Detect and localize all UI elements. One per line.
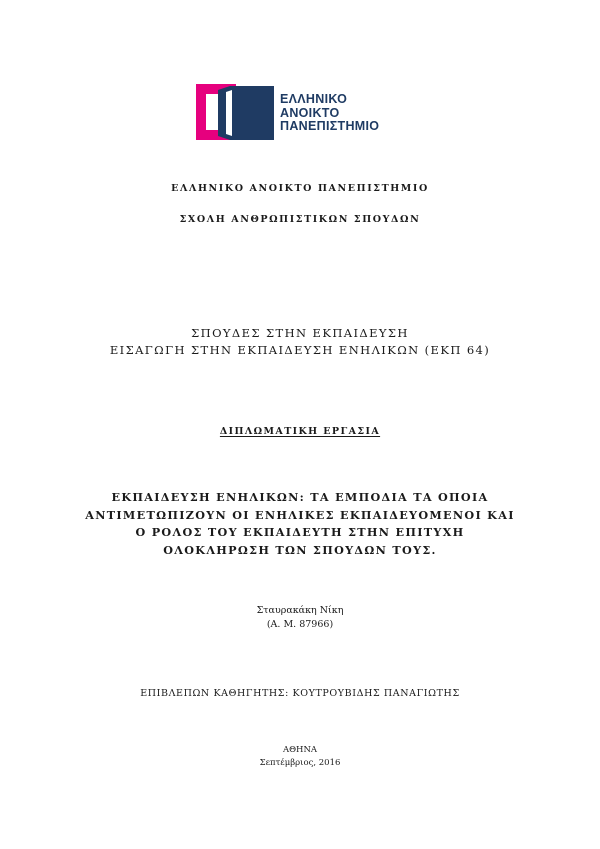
place: ΑΘΗΝΑ [282,745,318,755]
title-line-3: Ο ΡΟΛΟΣ ΤΟΥ ΕΚΠΑΙΔΕΥΤΗ ΣΤΗΝ ΕΠΙΤΥΧΗ [135,525,465,539]
place-date-block [0,744,600,770]
title-line-4: ΟΛΟΚΛΗΡΩΣΗ ΤΩΝ ΣΠΟΥΔΩΝ ΤΟΥΣ. [163,542,437,557]
university-logo-icon [196,82,274,144]
author-registration: (Α. Μ. 87966) [266,619,334,630]
title-line-1: ΕΚΠΑΙΔΕΥΣΗ ΕΝΗΛΙΚΩΝ: ΤΑ ΕΜΠΟΔΙΑ ΤΑ ΟΠΟΙΑ [111,490,489,504]
program-line-1: ΣΠΟΥΔΕΣ ΣΤΗΝ ΕΚΠΑΙΔΕΥΣΗ [191,326,409,340]
thesis-title [0,489,600,559]
university-logo [196,82,416,144]
program-block [0,325,600,359]
date: Σεπτέμβριος, 2016 [259,758,341,768]
supervisor: ΕΠΙΒΛΕΠΩΝ ΚΑΘΗΓΗΤΗΣ: ΚΟΥΤΡΟΥΒΙΔΗΣ ΠΑΝΑΓΙΩΤΗΣ [140,688,460,699]
university-name: ΕΛΛΗΝΙΚΟ ΑΝΟΙΚΤΟ ΠΑΝΕΠΙΣΤΗΜΙΟ [171,183,429,194]
logo-line-1: ΕΛΛΗΝΙΚΟ [280,92,348,106]
program-line-2: ΕΙΣΑΓΩΓΗ ΣΤΗΝ ΕΚΠΑΙΔΕΥΣΗ ΕΝΗΛΙΚΩΝ (ΕΚΠ 64) [109,343,491,357]
document-type: ΔΙΠΛΩΜΑΤΙΚΗ ΕΡΓΑΣΙΑ [219,426,381,437]
logo-wordmark [280,93,379,134]
author-block [0,604,600,632]
logo-line-3: ΠΑΝΕΠΙΣΤΗΜΙΟ [280,119,380,133]
author-name: Σταυρακάκη Νίκη [256,605,344,616]
logo-line-2: ΑΝΟΙΚΤΟ [280,105,340,120]
title-line-2: ΑΝΤΙΜΕΤΩΠΙΖΟΥΝ ΟΙ ΕΝΗΛΙΚΕΣ ΕΚΠΑΙΔΕΥΟΜΕΝΟΙ ΚΑΙ [85,507,515,522]
school-name: ΣΧΟΛΗ ΑΝΘΡΩΠΙΣΤΙΚΩΝ ΣΠΟΥΔΩΝ [179,214,421,225]
